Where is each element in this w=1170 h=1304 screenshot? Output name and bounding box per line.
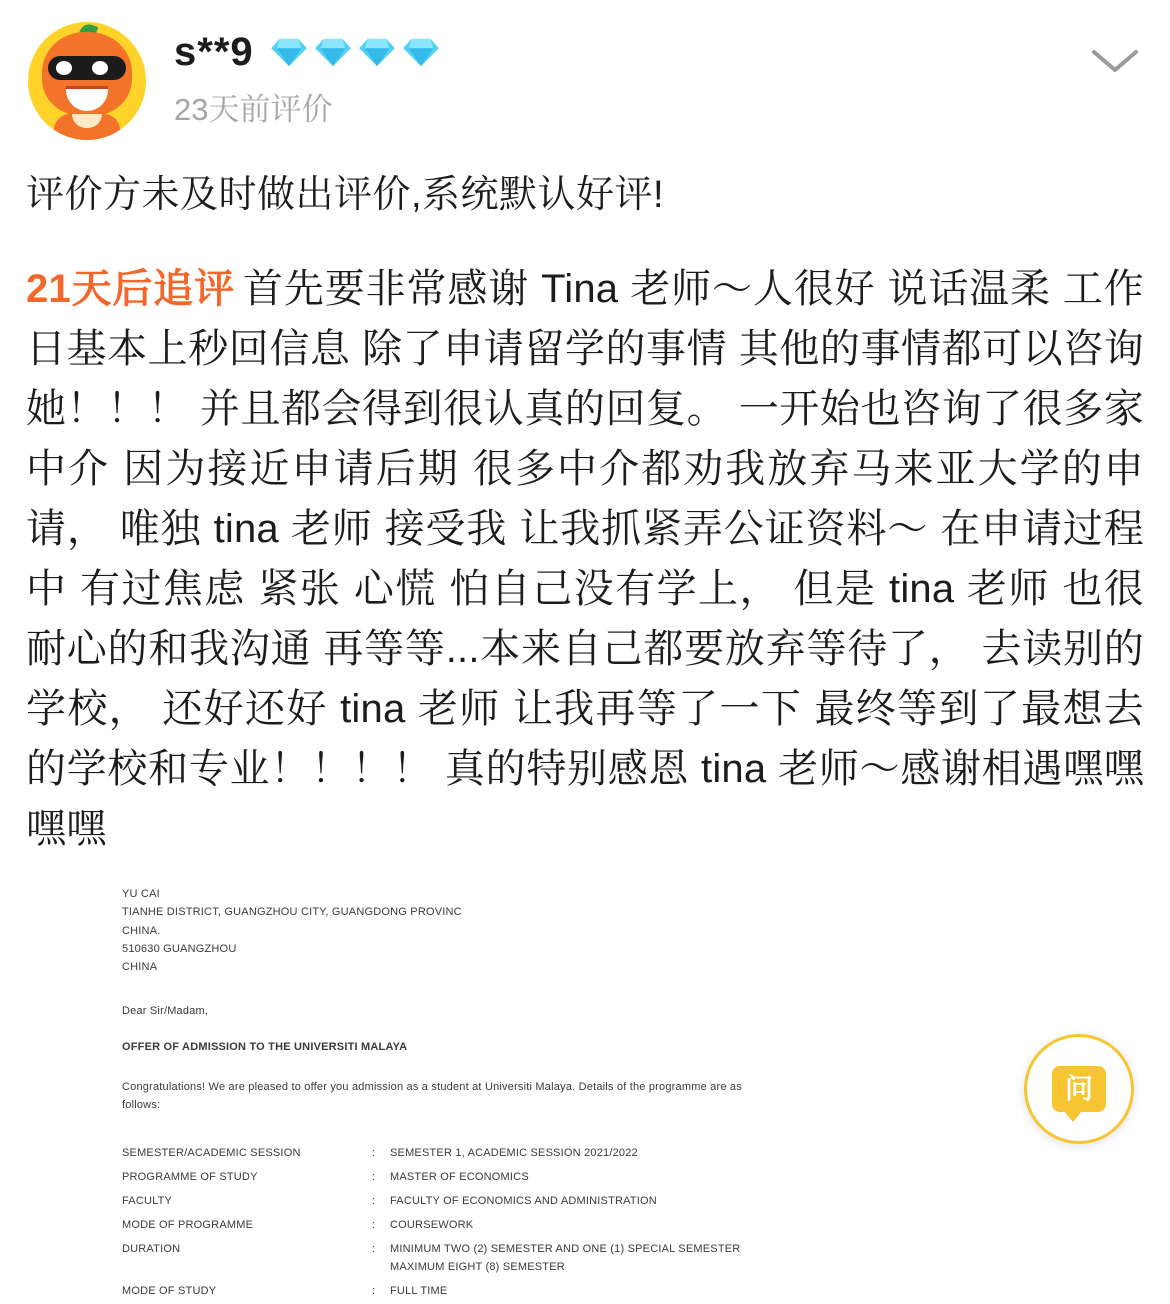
diamond-icon [402, 37, 440, 67]
review-timestamp: 23天前评价 [174, 92, 333, 127]
name-row [174, 32, 1142, 72]
detail-value-line2: MAXIMUM EIGHT (8) SEMESTER [390, 1261, 565, 1274]
level-badges [270, 37, 440, 67]
diamond-icon [270, 37, 308, 67]
followup-tag: 21天后追评 [26, 267, 236, 312]
username: s**9 [174, 30, 254, 74]
diamond-icon [358, 37, 396, 67]
detail-value-line1: MINIMUM TWO (2) SEMESTER AND ONE (1) SPECIAL SEMESTER [390, 1243, 741, 1256]
detail-colon: : [372, 1285, 376, 1298]
review-body [0, 170, 1170, 1304]
offer-title: OFFER OF ADMISSION TO THE UNIVERSITI MALAYA [122, 1041, 408, 1054]
detail-colon: : [372, 1218, 376, 1231]
detail-value: COURSEWORK [390, 1218, 474, 1231]
detail-colon: : [372, 1170, 376, 1183]
offer-address-line: 510630 GUANGZHOU [122, 942, 237, 955]
detail-label: PROGRAMME OF STUDY [122, 1170, 258, 1183]
detail-colon: : [372, 1243, 376, 1256]
detail-label: MODE OF STUDY [122, 1285, 217, 1298]
detail-value: FULL TIME [390, 1285, 448, 1298]
offer-letter-image[interactable] [122, 885, 802, 1303]
detail-colon: : [372, 1146, 376, 1159]
detail-label: SEMESTER/ACADEMIC SESSION [122, 1146, 301, 1159]
detail-label: DURATION [122, 1243, 181, 1256]
speech-bubble-icon [1052, 1066, 1106, 1112]
followup-text: 首先要非常感谢 Tina 老师～人很好 说话温柔 工作日基本上秒回信息 除了申请留学的事情 其他的事情都可以咨询她！！！ 并且都会得到很认真的回复。 一开始也咨询了很多家中介 因为接近申请后期 很多中介都劝我放弃马来亚大学的申请， 唯独 tina 老师 接受我 让我抓紧弄公证资料～ 在申请过程中 有过焦虑 紧张 心慌 怕自己没有学上， 但是 tina 老师 也很耐心的和我沟通 再等等...本来自己都要放弃等待了， 去读别的学校， 还好还好 tina 老师 让我再等了一下 最终等到了最想去的学校和专业！！！！ 真的特别感恩 tina 老师～感谢相遇嘿嘿嘿嘿 [26, 267, 1144, 852]
table-row [122, 1279, 802, 1303]
table-row [122, 1165, 802, 1189]
table-row [122, 1237, 802, 1279]
review-first-line: 评价方未及时做出评价,系统默认好评! [26, 174, 665, 216]
avatar[interactable] [28, 22, 146, 140]
offer-address-block [122, 885, 802, 976]
detail-value: FACULTY OF ECONOMICS AND ADMINISTRATION [390, 1194, 657, 1207]
avatar-eye-left [56, 61, 72, 75]
detail-label: MODE OF PROGRAMME [122, 1218, 254, 1231]
review-followup [26, 259, 1144, 859]
offer-details-table [122, 1141, 802, 1304]
offer-address-line: YU CAI [122, 888, 160, 901]
detail-value: MASTER OF ECONOMICS [390, 1170, 529, 1183]
diamond-icon [314, 37, 352, 67]
offer-address-line: TIANHE DISTRICT, GUANGZHOU CITY, GUANGDONG PROVINC [122, 906, 462, 919]
offer-address-line: CHINA [122, 960, 158, 973]
detail-colon: : [372, 1194, 376, 1207]
avatar-eye-right [92, 61, 108, 75]
table-row [122, 1213, 802, 1237]
ask-floating-button[interactable] [1024, 1034, 1134, 1144]
chevron-down-icon [1090, 46, 1140, 76]
table-row [122, 1189, 802, 1213]
ask-button-label: 问 [1064, 1073, 1093, 1104]
collapse-button[interactable] [1088, 34, 1142, 88]
table-row [122, 1141, 802, 1165]
detail-label: FACULTY [122, 1194, 173, 1207]
detail-value: SEMESTER 1, ACADEMIC SESSION 2021/2022 [390, 1146, 638, 1159]
offer-salutation: Dear Sir/Madam, [122, 1005, 209, 1017]
detail-value-multiline [390, 1237, 802, 1279]
review-header [0, 0, 1170, 140]
header-text-block [174, 22, 1142, 125]
offer-congratulations: Congratulations! We are pleased to offer you admission as a student at Universiti Malaya. Details of the programme are as follows: [122, 1081, 742, 1112]
offer-address-line: CHINA. [122, 924, 161, 937]
